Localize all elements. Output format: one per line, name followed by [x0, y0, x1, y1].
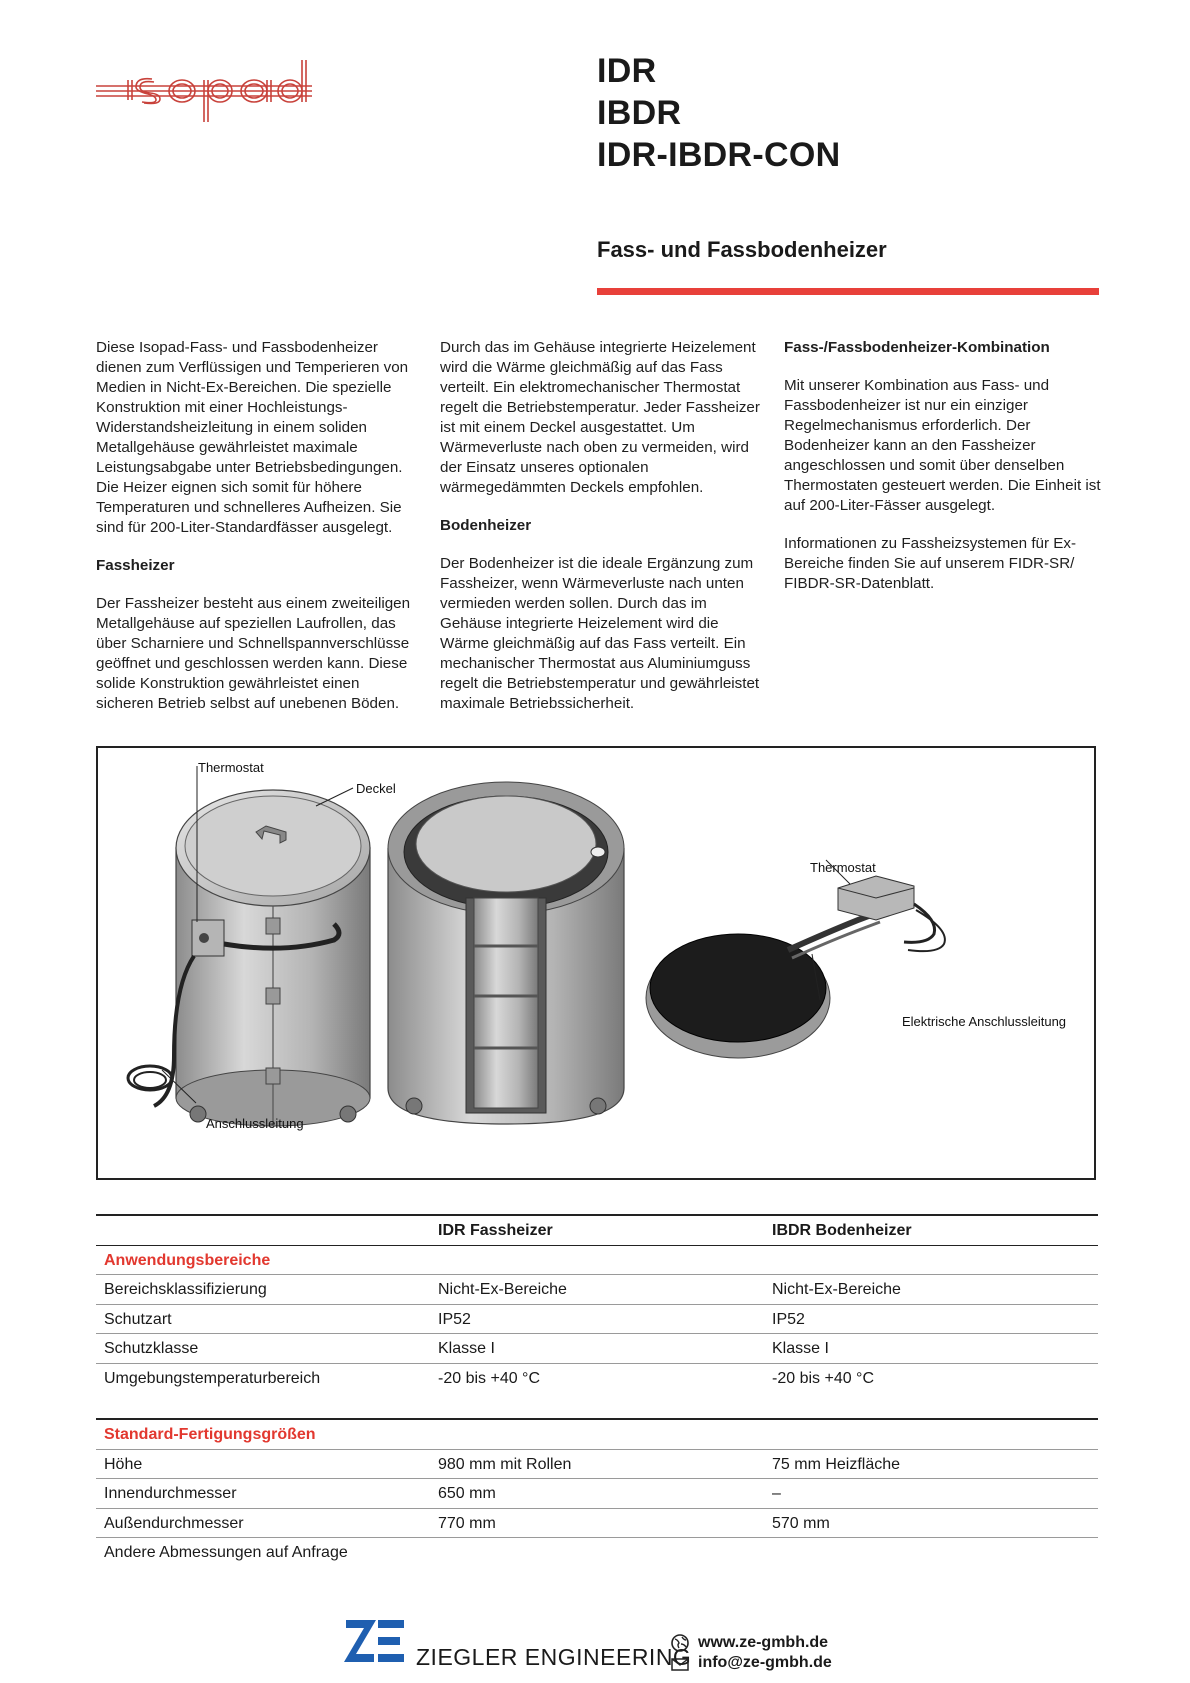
table-row	[96, 1450, 1098, 1480]
website-link[interactable]: www.ze-gmbh.de	[698, 1634, 829, 1651]
table-note: Andere Abmessungen auf Anfrage	[104, 1544, 348, 1561]
cell-ibdr: –	[772, 1485, 781, 1502]
table-note-row	[96, 1538, 1098, 1567]
cell-label: Höhe	[104, 1455, 143, 1473]
cell-label: Bereichsklassifizierung	[104, 1281, 267, 1298]
table-row	[96, 1509, 1098, 1539]
spec-table	[96, 1214, 1098, 1567]
label-deckel: Deckel	[356, 781, 396, 796]
isopad-logo	[94, 56, 314, 128]
cell-label: Umgebungstemperaturbereich	[104, 1369, 321, 1387]
info-paragraph: Informationen zu Fassheizsystemen für Ex-Bereiche finden Sie auf unserem FIDR-SR/ FIBDR-SR-Datenblatt.	[784, 535, 1077, 592]
accent-bar	[597, 288, 1099, 295]
table-header	[96, 1214, 1098, 1246]
cell-idr: IP52	[438, 1310, 471, 1328]
heating-paragraph: Durch das im Gehäuse integrierte Heizelement wird die Wärme gleichmäßig auf das Fass verteilt. Ein elektromechanischer Thermostat regelt die Betriebstemperatur. Jeder Fassheizer ist mit einem Deckel ausgestattet. Um Wärmeverluste nach oben zu vermeiden, wird der Einsatz unseres optionalen wärmegedämmten Deckels empfohlen.	[440, 339, 760, 496]
cell-idr: 650 mm	[438, 1485, 496, 1502]
heading-fassheizer: Fassheizer	[96, 557, 175, 574]
intro-paragraph: Diese Isopad-Fass- und Fassbodenheizer dienen zum Verflüssigen und Temperieren von Medien in Nicht-Ex-Bereichen. Die spezielle Konstruktion mit einer Hochleistungs-Widerstandsheizleitung in einem soliden Metallgehäuse gewährleistet maximale Leistungsabgabe unter Betriebsbedingungen. Die Heizer eignen sich somit für höhere Temperaturen und schnelleres Aufheizen. Sie sind für 200-Liter-Standardfässer ausgelegt.	[96, 339, 409, 536]
kombination-paragraph: Mit unserer Kombination aus Fass- und Fassbodenheizer ist nur ein einziger Regelmechanismus erforderlich. Der Bodenheizer kann an den Fassheizer angeschlossen und somit über denselben Thermostaten gesteuert werden. Die Einheit ist auf 200-Liter-Fässer ausgelegt.	[784, 377, 1101, 514]
product-drawing	[98, 748, 1094, 1178]
title-idr: IDR	[597, 52, 657, 90]
drum-heater-closed	[128, 790, 370, 1126]
bodenheizer-paragraph: Der Bodenheizer ist die ideale Ergänzung zum Fassheizer, wenn Wärmeverluste nach unten vermieden werden sollen. Durch das im Gehäuse integrierte Heizelement wird die Wärme gleichmäßig auf das Fass verteilt. Ein mechanischer Thermostat aus Aluminiumguss regelt die Betriebstemperatur und gewährleistet maximale Betriebssicherheit.	[440, 555, 760, 712]
cell-label: Außendurchmesser	[104, 1514, 244, 1532]
cell-idr: Nicht-Ex-Bereiche	[438, 1281, 567, 1298]
text-column-1	[96, 338, 416, 732]
heading-bodenheizer: Bodenheizer	[440, 517, 532, 534]
cell-idr: 980 mm mit Rollen	[438, 1455, 572, 1473]
text-column-3	[784, 338, 1102, 612]
cell-idr: Klasse I	[438, 1340, 495, 1357]
mail-icon	[670, 1656, 690, 1672]
cell-ibdr: 570 mm	[772, 1514, 830, 1532]
cell-idr: -20 bis +40 °C	[438, 1369, 541, 1387]
cell-ibdr: Klasse I	[772, 1340, 829, 1357]
globe-icon	[670, 1634, 690, 1652]
cell-label: Schutzart	[104, 1310, 172, 1328]
cell-ibdr: -20 bis +40 °C	[772, 1369, 875, 1387]
label-thermostat-drum: Thermostat	[198, 760, 264, 775]
cell-label: Schutzklasse	[104, 1340, 199, 1357]
section-row	[96, 1418, 1098, 1450]
company-name: ZIEGLER ENGINEERING	[416, 1644, 692, 1670]
product-illustration	[96, 746, 1096, 1180]
header-ibdr: IBDR Bodenheizer	[772, 1222, 912, 1239]
product-titles	[597, 50, 840, 176]
cell-ibdr: Nicht-Ex-Bereiche	[772, 1281, 901, 1298]
cell-label: Innendurchmesser	[104, 1485, 237, 1502]
table-row	[96, 1305, 1098, 1335]
title-idr-ibdr-con: IDR-IBDR-CON	[597, 136, 841, 174]
table-row	[96, 1334, 1098, 1364]
label-thermostat-bottom: Thermostat	[810, 860, 876, 875]
page-subtitle: Fass- und Fassbodenheizer	[597, 237, 887, 262]
section-anwendungsbereiche: Anwendungsbereiche	[104, 1251, 271, 1269]
header-idr: IDR Fassheizer	[438, 1222, 553, 1239]
cell-idr: 770 mm	[438, 1514, 496, 1532]
fassheizer-paragraph: Der Fassheizer besteht aus einem zweiteiligen Metallgehäuse auf speziellen Laufrollen, das über Scharniere und Schnellspannverschlüsse geöffnet und geschlossen werden kann. Diese solide Konstruktion gewährleistet einen sicheren Betrieb selbst auf unebenen Böden.	[96, 595, 411, 712]
table-row	[96, 1479, 1098, 1509]
drum-heater-open	[388, 782, 624, 1124]
table-row	[96, 1275, 1098, 1305]
heading-kombination: Fass-/Fassbodenheizer-Kombination	[784, 339, 1050, 356]
table-row	[96, 1364, 1098, 1393]
cell-ibdr: 75 mm Heizfläche	[772, 1455, 901, 1473]
footer	[344, 1614, 864, 1672]
text-column-2	[440, 338, 760, 732]
email-link[interactable]: info@ze-gmbh.de	[698, 1654, 832, 1671]
title-ibdr: IBDR	[597, 94, 682, 132]
ze-logo	[344, 1616, 406, 1666]
label-elektrische-anschlussleitung: Elektrische Anschlussleitung	[902, 1014, 1067, 1029]
cell-ibdr: IP52	[772, 1310, 805, 1328]
label-anschlussleitung: Anschlussleitung	[206, 1116, 304, 1131]
section-row	[96, 1246, 1098, 1276]
section-fertigungsgroessen: Standard-Fertigungsgrößen	[104, 1426, 316, 1443]
bottom-heater	[646, 876, 945, 1058]
